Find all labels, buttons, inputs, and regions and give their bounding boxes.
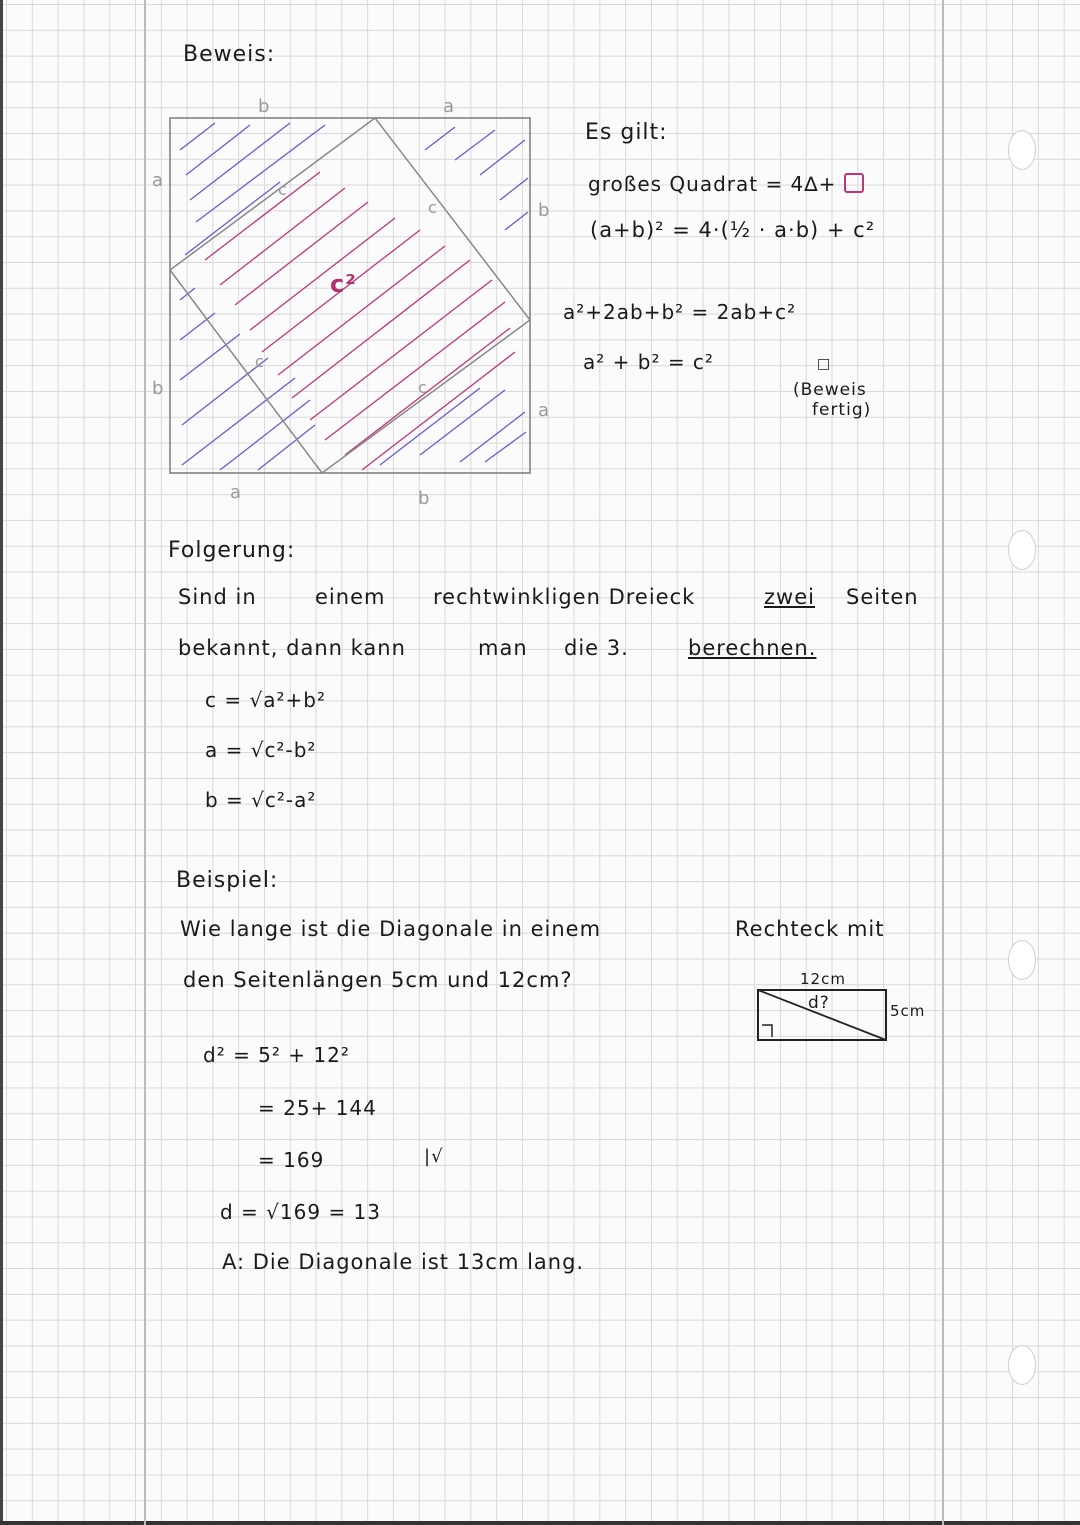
folgerung-word: die 3.	[564, 636, 629, 660]
label-c-squared: c²	[330, 270, 357, 298]
solution-step-2: = 25+ 144	[258, 1096, 377, 1120]
question-line-1b: Rechteck mit	[735, 917, 885, 941]
proof-line-4: a² + b² = c²	[583, 350, 714, 374]
folgerung-word: rechtwinkligen Dreieck	[433, 585, 696, 609]
folgerung-word-underlined: zwei	[764, 585, 815, 609]
folgerung-word: bekannt, dann kann	[178, 636, 406, 660]
label-c: c	[255, 352, 265, 371]
label-c: c	[428, 198, 438, 217]
qed-text-2: fertig)	[812, 400, 872, 420]
label-top-a: a	[443, 96, 456, 117]
label-right-b: b	[538, 200, 551, 221]
proof-line-1-text: großes Quadrat = 4∆+	[588, 172, 837, 196]
right-angle-mark	[762, 1025, 772, 1037]
formula-c: c = √a²+b²	[205, 688, 326, 712]
label-left-a: a	[152, 170, 165, 191]
es-gilt: Es gilt:	[585, 120, 668, 145]
question-line-1: Wie lange ist die Diagonale in einem	[180, 917, 602, 941]
folgerung-word-underlined: berechnen.	[688, 636, 817, 660]
label-bottom-a: a	[230, 482, 243, 503]
rect-label-diagonal: d?	[808, 993, 830, 1013]
label-left-b: b	[152, 378, 165, 399]
beispiel-title: Beispiel:	[176, 868, 279, 893]
solution-step-4: d = √169 = 13	[220, 1200, 382, 1224]
proof-title: Beweis:	[183, 42, 276, 67]
folgerung-title: Folgerung:	[168, 538, 296, 563]
qed-box: □	[817, 356, 832, 372]
formula-b: b = √c²-a²	[205, 788, 317, 812]
qed-text-1: (Beweis	[793, 380, 867, 400]
rect-label-top: 12cm	[800, 970, 846, 988]
label-top-b: b	[258, 96, 271, 117]
label-right-a: a	[538, 400, 551, 421]
sqrt-note: |√	[424, 1146, 444, 1167]
folgerung-word: Seiten	[846, 585, 919, 609]
proof-line-2: (a+b)² = 4·(½ · a·b) + c²	[590, 218, 876, 242]
label-bottom-b: b	[418, 488, 431, 509]
question-line-2: den Seitenlängen 5cm und 12cm?	[183, 968, 573, 992]
folgerung-word: einem	[315, 585, 386, 609]
label-c: c	[278, 180, 288, 199]
rect-label-side: 5cm	[890, 1002, 926, 1020]
label-c: c	[418, 378, 428, 397]
folgerung-word: Sind in	[178, 585, 257, 609]
solution-step-3: = 169	[258, 1148, 325, 1172]
solution-step-1: d² = 5² + 12²	[203, 1043, 350, 1067]
answer: A: Die Diagonale ist 13cm lang.	[222, 1250, 585, 1274]
formula-a: a = √c²-b²	[205, 738, 317, 762]
proof-line-3: a²+2ab+b² = 2ab+c²	[563, 300, 797, 324]
folgerung-word: man	[478, 636, 528, 660]
